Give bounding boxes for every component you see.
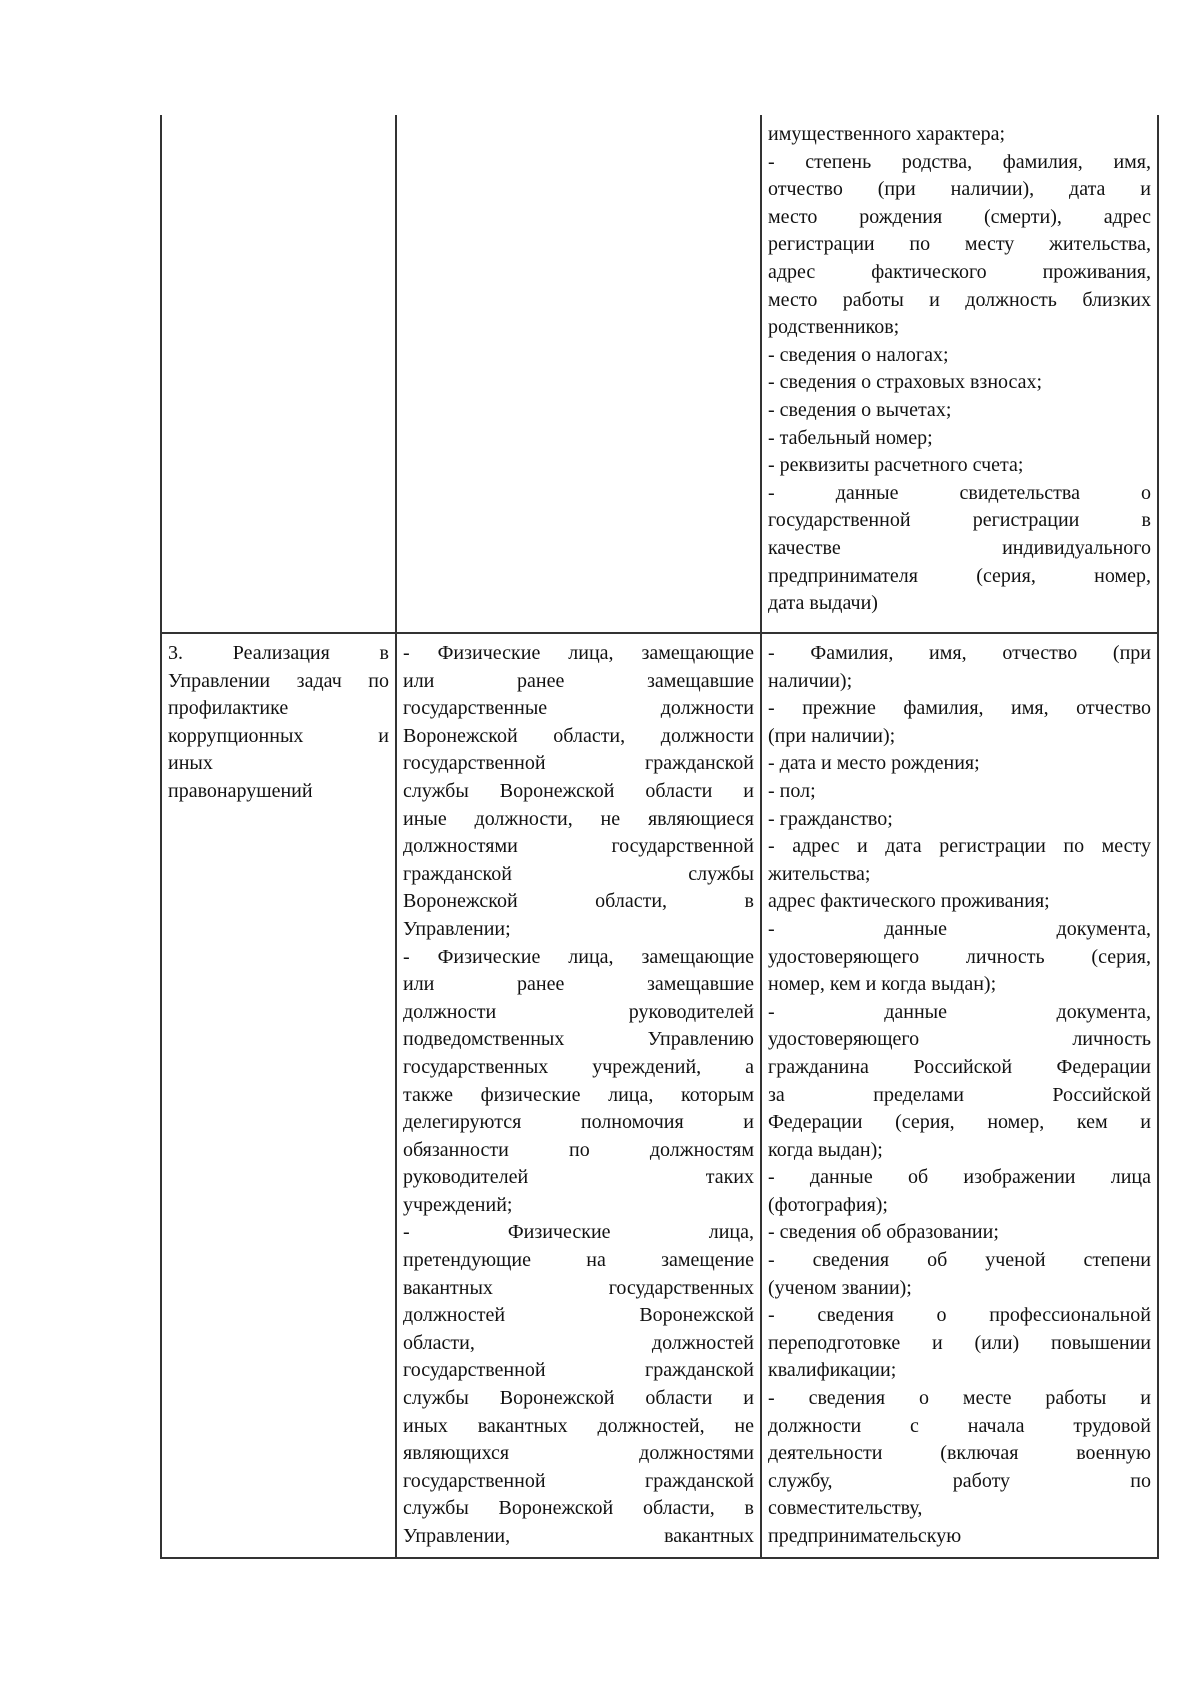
text-line: или ранее замещавшие <box>403 669 754 692</box>
text-line: качестве индивидуального <box>768 536 1151 559</box>
text-line: - сведения о месте работы и <box>768 1387 1151 1410</box>
text-line: - сведения об ученой степени <box>768 1249 1151 1272</box>
text-line: государственных учреждений, а <box>403 1055 754 1078</box>
text-line: гражданской службы <box>403 862 754 885</box>
text-line: обязанности по должностям <box>403 1138 754 1161</box>
text-line: Управлении; <box>403 917 511 940</box>
text-line: - реквизиты расчетного счета; <box>768 454 1024 477</box>
text-line: должности руководителей <box>403 1000 754 1023</box>
text-line: дата выдачи) <box>768 592 878 615</box>
text-line: должностей Воронежской <box>403 1304 754 1327</box>
text-line: - сведения об образовании; <box>768 1221 999 1244</box>
text-line: родственников; <box>768 316 900 339</box>
lines <box>168 640 389 806</box>
text-line: службу, работу по <box>768 1469 1151 1492</box>
text-line: отчество (при наличии), дата и <box>768 178 1151 201</box>
text-line: должностями государственной <box>403 835 754 858</box>
text-line: государственной регистрации в <box>768 509 1151 532</box>
text-line: место рождения (смерти), адрес <box>768 205 1151 228</box>
text-line: правонарушений <box>168 779 313 802</box>
cell-data-categories <box>761 115 1158 633</box>
lines <box>768 121 1151 618</box>
text-line: адрес фактического проживания, <box>768 260 1151 283</box>
text-line: иных <box>168 752 213 775</box>
text-line: - данные документа, <box>768 1000 1151 1023</box>
cell-purpose <box>161 633 396 1558</box>
text-line: - данные об изображении лица <box>768 1166 1151 1189</box>
text-line: делегируются полномочия и <box>403 1111 754 1134</box>
text-line: государственные должности <box>403 697 754 720</box>
text-line: вакантных государственных <box>403 1276 754 1299</box>
text-line: регистрации по месту жительства, <box>768 233 1151 256</box>
text-line: (при наличии); <box>768 724 896 747</box>
text-line: - Фамилия, имя, отчество (при <box>768 642 1151 664</box>
text-line: Управлении, вакантных <box>403 1525 754 1547</box>
table-row <box>161 633 1158 1558</box>
text-line: - данные документа, <box>768 917 1151 940</box>
lines <box>768 640 1151 1551</box>
text-line: службы Воронежской области и <box>403 779 754 802</box>
text-line: - адрес и дата регистрации по месту <box>768 835 1151 858</box>
text-line: - гражданство; <box>768 807 893 830</box>
text-line: Федерации (серия, номер, кем и <box>768 1111 1151 1134</box>
text-line: Управлении задач по <box>168 669 389 692</box>
text-line: номер, кем и когда выдан); <box>768 973 997 996</box>
text-line: государственной гражданской <box>403 752 754 775</box>
cell-subjects <box>396 633 761 1558</box>
text-line: государственной гражданской <box>403 1359 754 1382</box>
lines <box>403 640 754 1551</box>
text-line: имущественного характера; <box>768 123 1006 145</box>
text-line: деятельности (включая военную <box>768 1442 1151 1465</box>
text-line: (ученом звании); <box>768 1276 912 1299</box>
text-line: также физические лица, которым <box>403 1083 754 1106</box>
text-line: являющихся должностями <box>403 1442 754 1465</box>
text-line: предпринимателя (серия, номер, <box>768 564 1151 587</box>
text-line: государственной гражданской <box>403 1469 754 1492</box>
text-line: Воронежской области, в <box>403 890 754 913</box>
text-line: когда выдан); <box>768 1138 883 1161</box>
text-line: - пол; <box>768 779 816 802</box>
text-line: учреждений; <box>403 1193 513 1216</box>
cell-data-categories <box>761 633 1158 1558</box>
text-line: - Физические лица, <box>403 1221 754 1244</box>
text-line: - данные свидетельства о <box>768 481 1151 504</box>
text-line: профилактике <box>168 697 289 720</box>
text-line: - сведения о налогах; <box>768 343 949 366</box>
text-line: - табельный номер; <box>768 426 933 449</box>
text-line: 3. Реализация в <box>168 642 389 664</box>
text-line: переподготовке и (или) повышении <box>768 1331 1151 1354</box>
text-line: жительства; <box>768 862 871 885</box>
text-line: области, должностей <box>403 1331 754 1354</box>
text-line: подведомственных Управлению <box>403 1028 754 1051</box>
text-line: совместительству, <box>768 1497 923 1520</box>
text-line: претендующие на замещение <box>403 1249 754 1272</box>
text-line: за пределами Российской <box>768 1083 1151 1106</box>
text-line: иных вакантных должностей, не <box>403 1414 754 1437</box>
text-line: иные должности, не являющиеся <box>403 807 754 830</box>
text-line: место работы и должность близких <box>768 288 1151 311</box>
text-line: - сведения о вычетах; <box>768 398 952 421</box>
text-line: предпринимательскую <box>768 1525 962 1547</box>
text-line: - Физические лица, замещающие <box>403 945 754 968</box>
cell-purpose <box>161 115 396 633</box>
text-line: - Физические лица, замещающие <box>403 642 754 664</box>
text-line: службы Воронежской области и <box>403 1387 754 1410</box>
text-line: квалификации; <box>768 1359 897 1382</box>
text-line: коррупционных и <box>168 724 389 747</box>
text-line: (фотография); <box>768 1193 888 1216</box>
text-line: удостоверяющего личность (серия, <box>768 945 1151 968</box>
text-line: должности с начала трудовой <box>768 1414 1151 1437</box>
text-line: - степень родства, фамилия, имя, <box>768 150 1151 173</box>
personal-data-table <box>160 115 1159 1559</box>
table-row <box>161 115 1158 633</box>
text-line: руководителей таких <box>403 1166 754 1189</box>
text-line: Воронежской области, должности <box>403 724 754 747</box>
text-line: службы Воронежской области, в <box>403 1497 754 1520</box>
cell-subjects <box>396 115 761 633</box>
text-line: гражданина Российской Федерации <box>768 1055 1151 1078</box>
text-line: - сведения о страховых взносах; <box>768 371 1043 394</box>
text-line: удостоверяющего личность <box>768 1028 1151 1051</box>
text-line: - сведения о профессиональной <box>768 1304 1151 1327</box>
text-line: наличии); <box>768 669 853 692</box>
text-line: или ранее замещавшие <box>403 973 754 996</box>
text-line: - дата и место рождения; <box>768 752 980 775</box>
text-line: адрес фактического проживания; <box>768 890 1050 913</box>
text-line: - прежние фамилия, имя, отчество <box>768 697 1151 720</box>
